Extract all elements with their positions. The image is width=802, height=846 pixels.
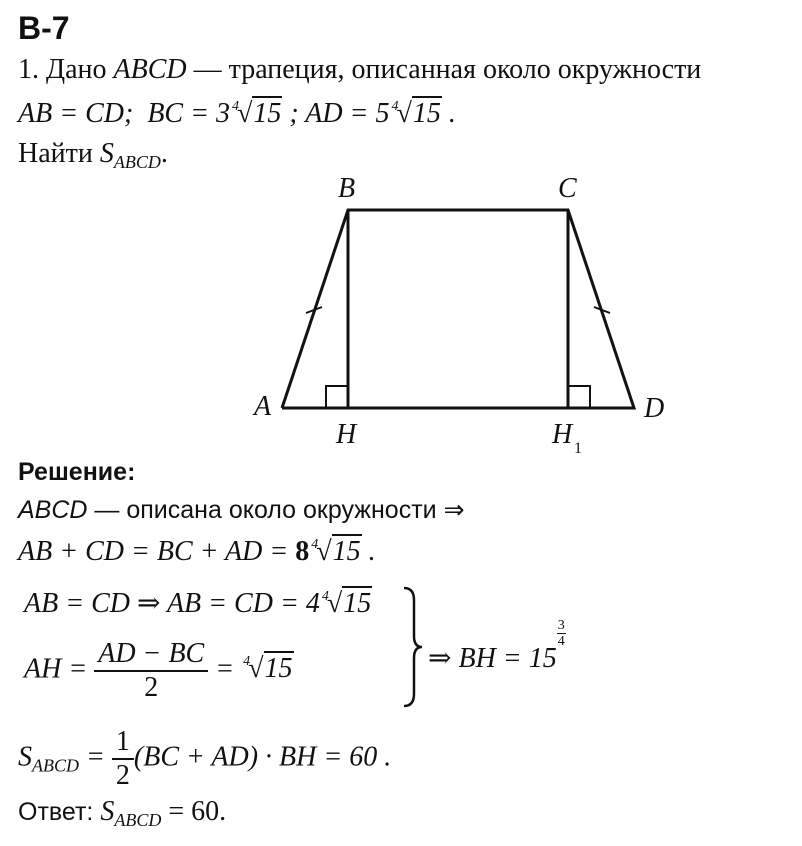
trapezoid-name: ABCD (113, 54, 187, 85)
solution-line-4 (24, 638, 294, 704)
label-h: H (336, 419, 357, 450)
ah-lhs: AH = (24, 653, 88, 685)
ad-value: AD = 5 (305, 98, 390, 129)
ab-cd-value: AB = CD ⇒ AB = CD = 4 (24, 588, 320, 619)
root-4-15: $^4$√15 (311, 536, 361, 567)
fraction-numerator: AD − BC (94, 638, 208, 672)
ah-fraction (94, 638, 208, 704)
right-angle-h1 (568, 386, 590, 408)
trapezoid-name: ABCD (18, 496, 88, 524)
task-line-2 (18, 98, 456, 135)
period: . (448, 98, 456, 129)
bc-value: BC = 3 (147, 98, 231, 129)
find-label: Найти (18, 138, 93, 169)
label-b: B (338, 173, 356, 204)
task-line-3 (18, 138, 168, 178)
fraction-numerator: 1 (112, 726, 134, 760)
separator: ; (289, 98, 299, 129)
label-a: A (254, 391, 272, 422)
root-4-15: $^4$√15 (243, 653, 293, 685)
right-brace-icon (400, 586, 426, 708)
variant-title: В-7 (18, 10, 70, 46)
label-c: C (558, 173, 577, 204)
label-h1-sub: 1 (574, 440, 582, 457)
solution-line-6 (18, 726, 391, 792)
equals: = (215, 653, 235, 685)
bh-value: BH = 15 (458, 643, 557, 674)
fraction-denominator: 2 (144, 672, 159, 703)
exponent-numerator: 3 (557, 618, 565, 633)
root-4-15: $^4$√15 (232, 98, 282, 129)
area-symbol: S (99, 138, 114, 169)
task-statement: — трапеция, описанная около окружности (186, 54, 702, 85)
solution-line-1 (18, 494, 465, 526)
equal-sides: AB = CD; (18, 98, 134, 129)
sum-of-sides: AB + CD = BC + AD = (18, 536, 296, 567)
exponent-denominator: 4 (557, 634, 565, 649)
solution-line-5 (428, 618, 566, 675)
trapezoid-outline (282, 210, 634, 408)
inscribed-statement: — описана около окружности (87, 496, 444, 524)
fraction-denominator: 2 (115, 760, 130, 791)
area-symbol: S (100, 796, 115, 827)
area-symbol: S (18, 741, 32, 773)
solution-line-2 (18, 536, 376, 573)
task-line-1 (18, 54, 701, 86)
period: . (368, 536, 376, 567)
area-subscript: ABCD (32, 755, 79, 776)
label-h1: H (552, 419, 573, 450)
answer-label: Ответ: (18, 798, 94, 826)
solution-heading: Решение: (18, 458, 136, 486)
root-4-15: $^4$√15 (321, 588, 372, 619)
equals: = (86, 741, 105, 773)
period: . (160, 138, 168, 169)
half-fraction (112, 726, 134, 792)
root-4-15: $^4$√15 (391, 98, 441, 129)
area-subscript: ABCD (113, 152, 161, 172)
task-number: 1. Дано (18, 54, 107, 85)
answer-value: = 60. (161, 796, 227, 827)
coef-8: 8 (295, 536, 310, 567)
area-subscript: ABCD (114, 810, 162, 830)
area-formula: (BC + AD) · BH = 60 . (133, 741, 392, 773)
implies-arrow: ⇒ (443, 496, 465, 524)
solution-line-3 (24, 588, 372, 625)
trapezoid-figure (240, 165, 700, 465)
answer-line (18, 796, 226, 836)
right-angle-h (326, 386, 348, 408)
exponent-fraction (557, 618, 566, 649)
implies-arrow: ⇒ (428, 643, 452, 674)
label-d: D (644, 393, 665, 424)
